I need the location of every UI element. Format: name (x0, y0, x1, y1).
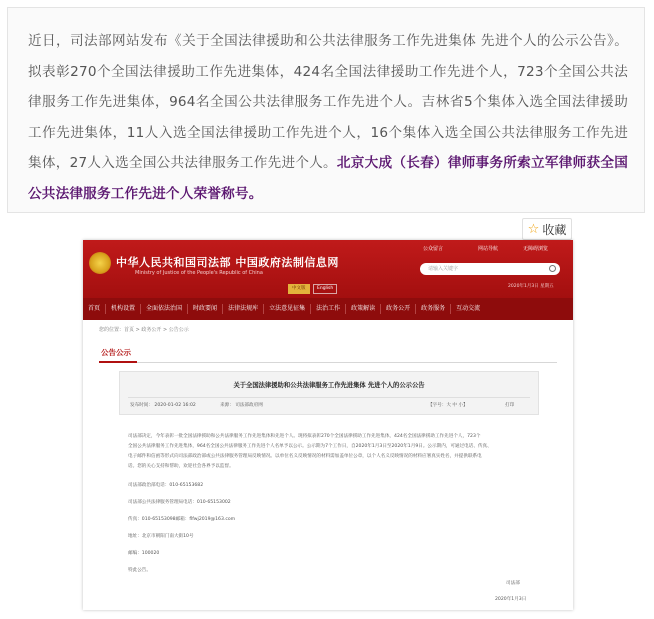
print-button[interactable]: 打印 (505, 403, 515, 408)
search-icon[interactable] (549, 265, 556, 272)
nav-item-home[interactable]: 首页 (83, 304, 106, 314)
top-link-accessibility[interactable]: 无障碍浏览 (523, 246, 549, 252)
notice-body-line: 邮编：100020 (128, 551, 160, 556)
article-card (7, 7, 645, 213)
nav-item-org[interactable]: 机构设置 (106, 304, 141, 314)
collect-label: 收藏 (542, 222, 567, 237)
notice-header (119, 371, 539, 415)
top-link-sitemap[interactable]: 网站导航 (478, 246, 499, 252)
national-emblem-icon (89, 252, 111, 274)
meta-divider (128, 397, 530, 398)
notice-body-line: 司法部公共法律服务管理局电话：010-65153002 (128, 500, 231, 505)
section-divider-accent (99, 361, 137, 363)
notice-body-line: 特此公告。 (128, 568, 151, 573)
nav-item-rule-of-law[interactable]: 全面依法治国 (141, 304, 188, 314)
notice-body-line: 地址：北京市朝阳门南大街10号 (128, 534, 194, 539)
notice-body-line: 电子邮件和信函等形式向司法部政治部或公共法律服务管理局反映情况。以单位名义反映情况的材料需加盖单位公章，以个人名义反映情况的材料应署真实姓名，并提供联系电 (128, 454, 482, 459)
nav-item-law-db[interactable]: 法律法规库 (223, 304, 264, 314)
search-input[interactable] (420, 263, 560, 275)
notice-body-line: 司法部政治部电话：010-65153682 (128, 483, 204, 488)
nav-item-gov-service[interactable]: 政务服务 (416, 304, 451, 314)
meta-time: 发布时间： 2020-01-02 16:02 (130, 403, 196, 408)
nav-item-policy[interactable]: 政策解读 (346, 304, 381, 314)
nav-item-interaction[interactable]: 互动交流 (456, 305, 481, 312)
signature: 司法部 (506, 581, 520, 586)
nav-item-legislation[interactable]: 立法意见征集 (264, 304, 311, 314)
lang-cn-button[interactable]: 中文版 (288, 284, 310, 294)
site-header (83, 240, 573, 298)
article-highlight: 北京大成（长春）律师事务所索立军律师获全国公共法律服务工作先进个人荣誉称号。 (28, 155, 628, 202)
nav-item-news[interactable]: 时政要闻 (188, 304, 223, 314)
font-size-control[interactable]: 【字号：大 中 小】 (428, 403, 468, 408)
date-line: 2020年1月3日 星期五 (508, 284, 554, 289)
section-divider (99, 362, 557, 363)
meta-source: 来源： 司法部政府网 (220, 403, 263, 408)
notice-title: 关于全国法律援助和公共法律服务工作先进集体 先进个人的公示公告 (233, 382, 425, 389)
main-nav (83, 298, 573, 320)
breadcrumb: 您的位置：首页 > 政务公开 > 公告公示 (99, 327, 189, 333)
notice-body-line: 话。您的关心支持和帮助，欢迎社会各界予以监督。 (128, 464, 234, 469)
search-placeholder: 请输入关键字 (428, 266, 459, 272)
collect-button[interactable] (522, 218, 572, 240)
notice-body-line: 传真：010-65153098邮箱：flfwj2019@163.com (128, 517, 236, 522)
nav-item-legal-work[interactable]: 法治工作 (311, 304, 346, 314)
top-link-message[interactable]: 公众留言 (423, 246, 444, 252)
star-outline-icon: ☆ (527, 221, 540, 237)
lang-en-button[interactable]: English (313, 284, 337, 294)
signature-date: 2020年1月3日 (495, 597, 527, 602)
notice-body-line: 司法部决定，今年表彰一批全国法律援助和公共法律服务工作先进集体和先进个人。现将拟表彰270个全国法律援助工作先进集体，424名全国法律援助工作先进个人，723个 (128, 434, 481, 439)
nav-item-gov-open[interactable]: 政务公开 (381, 304, 416, 314)
article-paragraph (28, 26, 628, 209)
section-title: 公告公示 (101, 348, 131, 357)
notice-body-line: 全国公共法律服务工作先进集体，964名全国公共法律服务工作先进个人名单予以公示。公示期为7个工作日，自2020年1月3日至2020年1月9日。公示期内，可通过电话、传真、 (128, 444, 492, 449)
site-title: 中华人民共和国司法部 中国政府法制信息网 (116, 256, 339, 269)
article-intro: 近日，司法部网站发布《关于全国法律援助和公共法律服务工作先进集体 先进个人的公示公告》。拟表彰270个全国法律援助工作先进集体，424名全国法律援助工作先进个人，723个全国公共法律服务工作先进集体，964名全国公共法律服务工作先进个人。吉林省5个集体入选全国法律援助工作先进集体，11人入选全国法律援助工作先进个人，16个集体入选全国公共法律服务工作先进集体，27人入选全国公共法律服务工作先进个人。 (28, 33, 628, 171)
embedded-screenshot (83, 240, 573, 610)
site-subtitle: Ministry of Justice of the People's Republic of China (135, 270, 263, 276)
